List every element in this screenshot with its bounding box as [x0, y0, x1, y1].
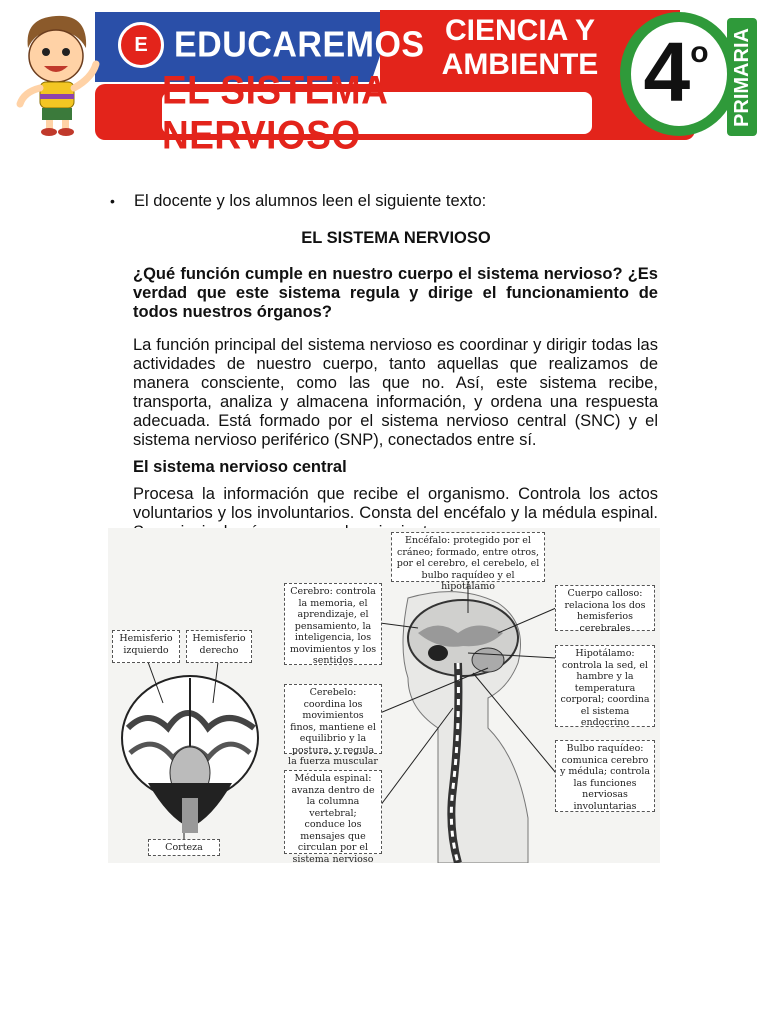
grade-badge [620, 12, 738, 136]
grade-suffix: o [690, 36, 709, 69]
label-corpus-callosum: Cuerpo calloso: relaciona los dos hemisferios cerebrales [555, 585, 655, 631]
subject-line-1: CIENCIA Y [444, 14, 596, 47]
label-left-hemisphere: Hemisferio izquierdo [112, 630, 180, 663]
label-medulla-oblongata: Bulbo raquídeo: comunica cerebro y médula; controla las funciones nerviosas involuntarias [555, 740, 655, 812]
brain-coronal-section-icon [122, 676, 258, 833]
label-cerebrum: Cerebro: controla la memoria, el aprendizaje, el pensamiento, la inteligencia, los movimientos y los sentidos [284, 583, 382, 665]
head-spine-sagittal-icon [403, 592, 528, 863]
mascot-illustration [6, 8, 106, 138]
label-hypothalamus: Hipotálamo: controla la sed, el hambre y la temperatura corporal; coordina el sistema endocrino [555, 645, 655, 727]
brand-logo-icon: E [118, 22, 164, 68]
intro-bullet [110, 192, 658, 211]
grade-badge-inner [631, 22, 727, 126]
grade-level-tab [727, 18, 757, 136]
brand [118, 22, 425, 68]
grade-level: PRIMARIA [730, 27, 753, 127]
section-heading: El sistema nervioso central [133, 458, 347, 476]
label-cerebellum: Cerebelo: coordina los movimientos finos, mantiene el equilibrio y la postura, y regula la fuerza muscular [284, 684, 382, 754]
nervous-system-figure [108, 528, 660, 863]
label-encephalon: Encéfalo: protegido por el cráneo; formado, entre otros, por el cerebro, el cerebelo, el bulbo raquídeo y el hipotálamo [391, 532, 545, 582]
guiding-questions: ¿Qué función cumple en nuestro cuerpo el sistema nervioso? ¿Es verdad que este sistema regula y dirige el funcionamiento de todos nuestros órganos? [133, 265, 658, 321]
grade-number: 4 [643, 25, 691, 119]
label-cortex: Corteza [148, 839, 220, 856]
brand-name: EDUCAREMOS [174, 24, 425, 65]
subject-line-2: AMBIENTE [441, 48, 599, 81]
paragraph-2: Procesa la información que recibe el organismo. Controla los actos voluntarios y los involuntarios. Consta del encéfalo y la médula espinal. [133, 485, 658, 522]
title-box [162, 67, 592, 158]
document-body [110, 192, 658, 550]
paragraph-1: La función principal del sistema nervioso es coordinar y dirigir todas las actividades de nuestro cuerpo, tanto aquellas que realizamos de manera consciente, como las que no. Así, este sistema recibe, transporta, analiza y almacena información, y ordena una respuesta adecuada. Está formado por el sistema nervioso central (SNC) y el sistema nervioso periférico (SNP), conectados entre sí. [133, 336, 658, 449]
reading-title: EL SISTEMA NERVIOSO [301, 229, 491, 247]
page-title: EL SISTEMA NERVIOSO [162, 67, 387, 158]
page-header [0, 0, 768, 158]
label-right-hemisphere: Hemisferio derecho [186, 630, 252, 663]
label-spinal-cord: Médula espinal: avanza dentro de la columna vertebral; conduce los mensajes que circulan por el sistema nervioso [284, 770, 382, 854]
intro-text: El docente y los alumnos leen el siguiente texto: [134, 192, 487, 210]
bullet-icon: • [110, 193, 115, 209]
